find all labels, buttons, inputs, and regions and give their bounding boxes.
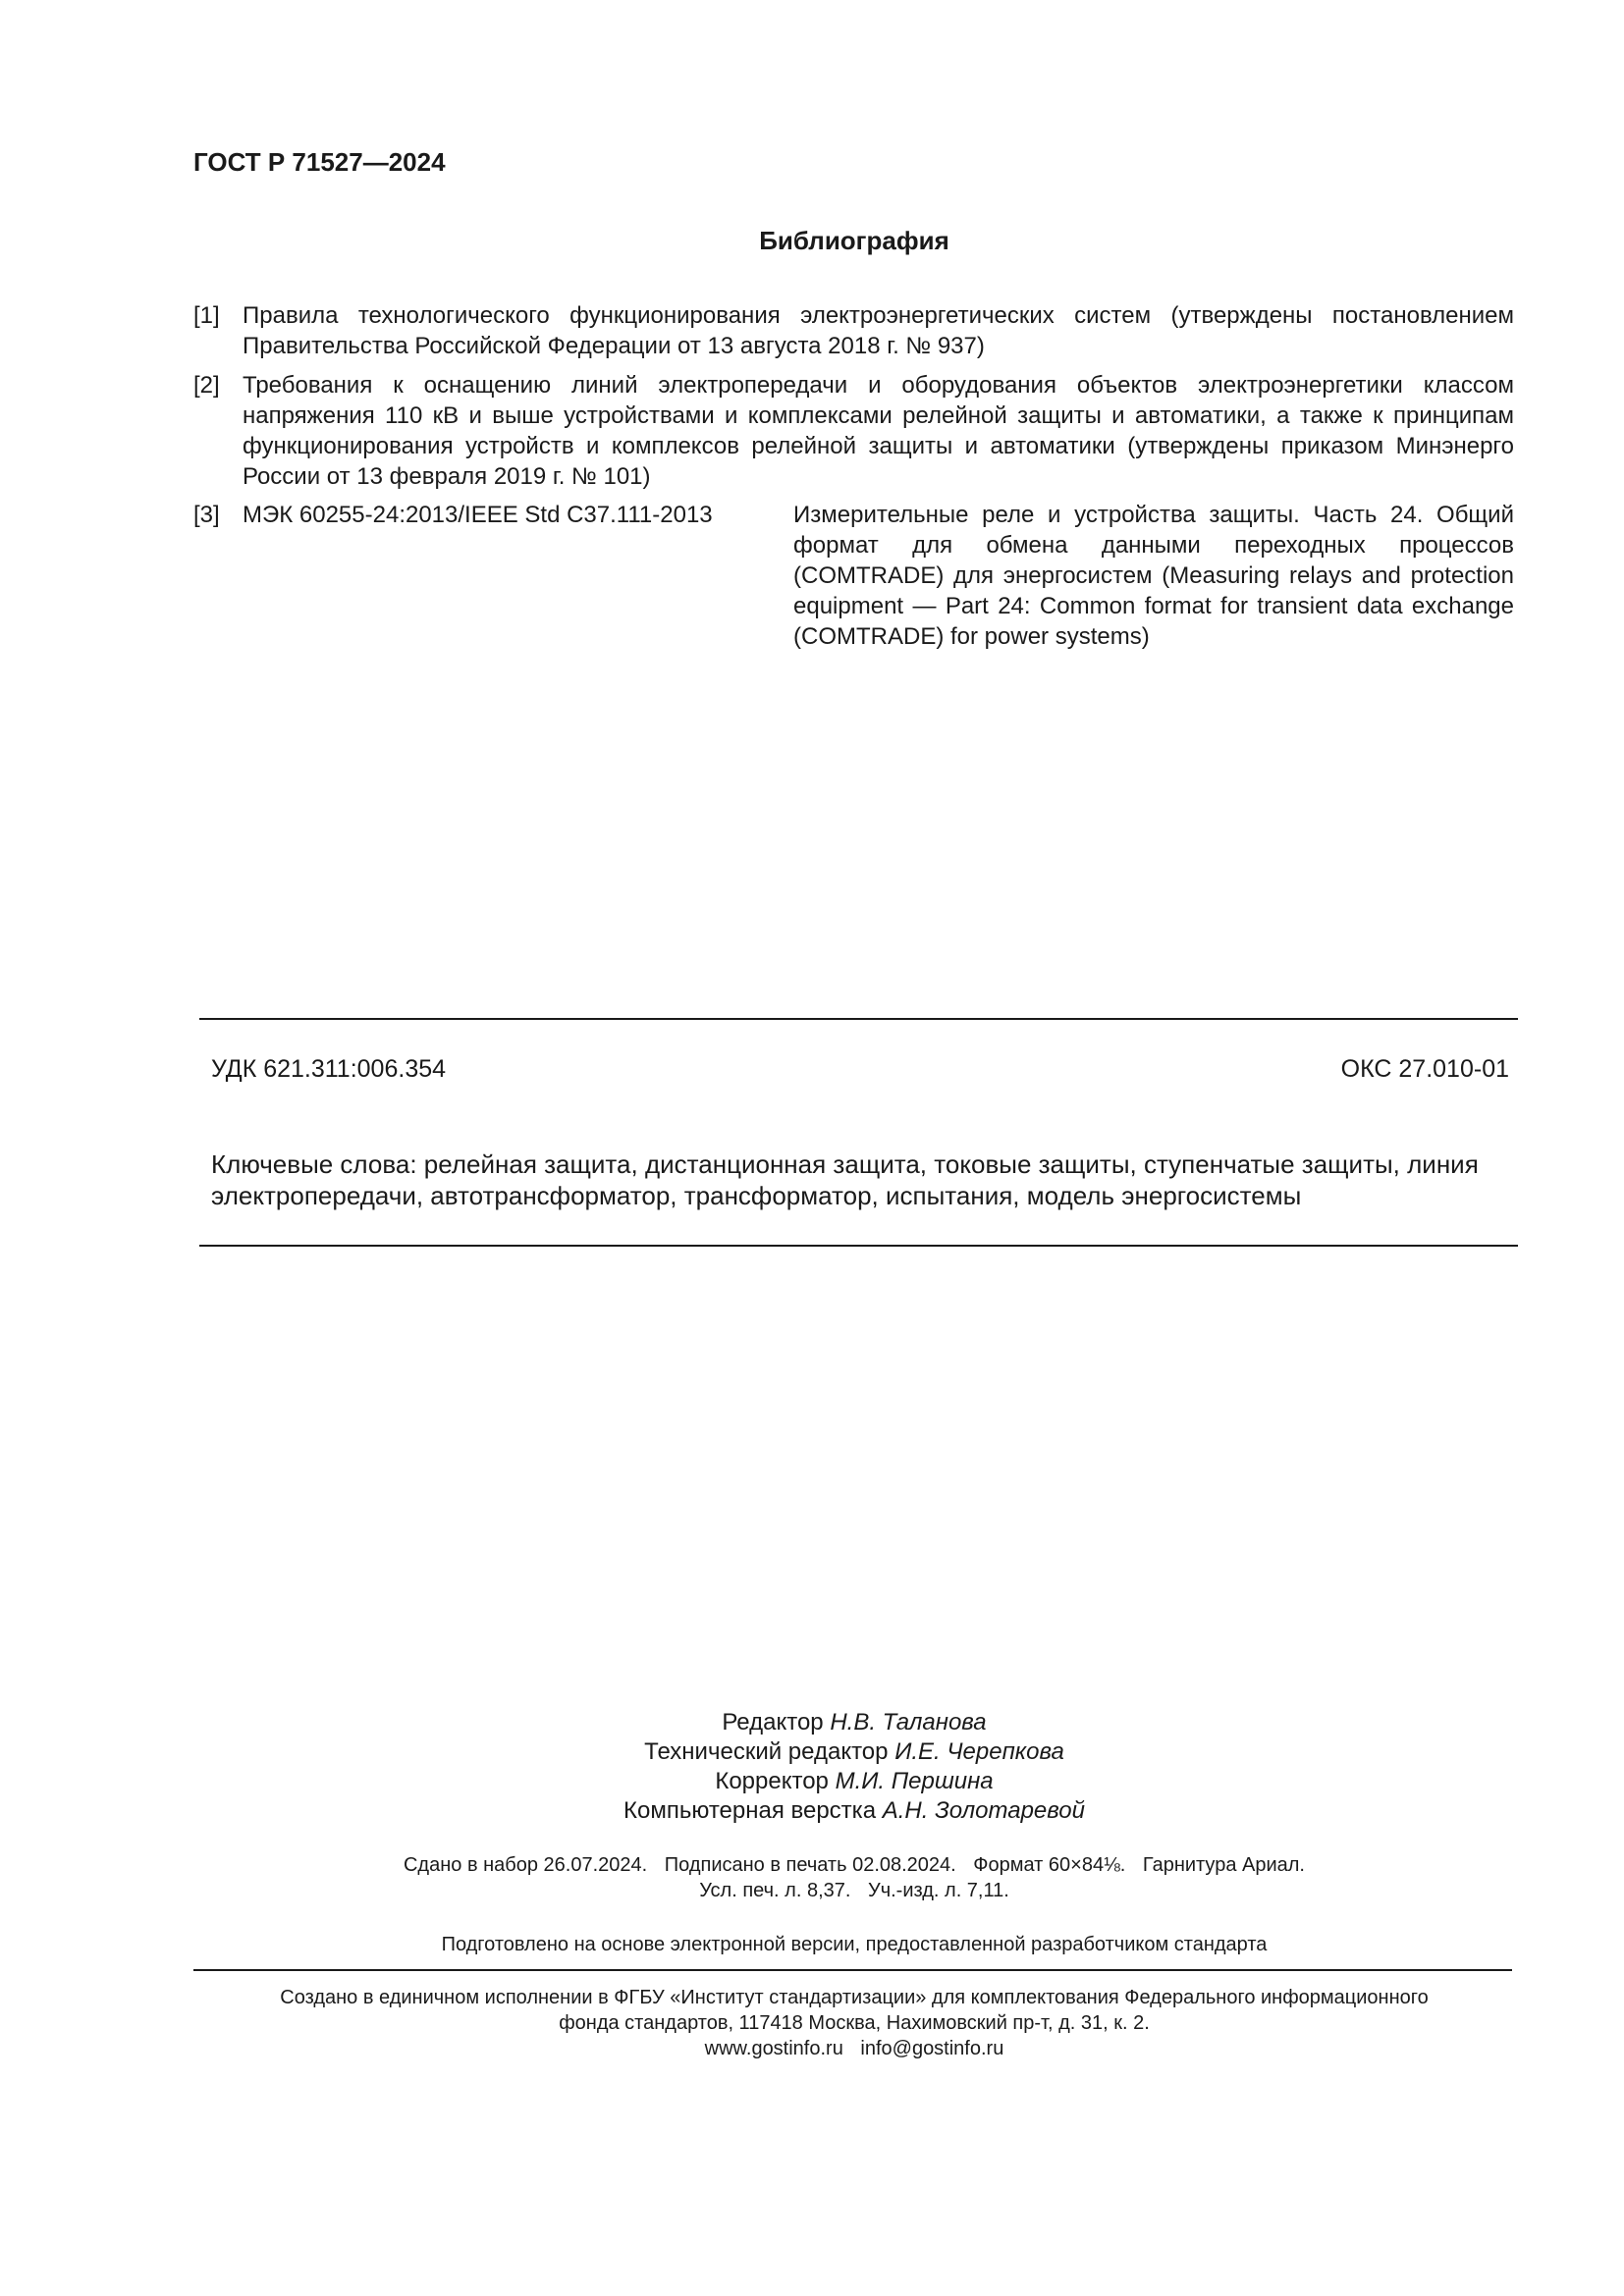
staff-line: Редактор Н.В. Таланова — [722, 1709, 987, 1735]
print-info-line-2: Усл. печ. л. 8,37. Уч.-изд. л. 7,11. — [699, 1880, 1009, 1901]
staff-line: Технический редактор И.Е. Черепкова — [644, 1738, 1064, 1765]
staff-credits — [0, 1708, 1624, 1826]
staff-line: Компьютерная верстка А.Н. Золотаревой — [623, 1797, 1085, 1824]
document-id: ГОСТ Р 71527—2024 — [193, 147, 446, 177]
ref-number: [2] — [193, 372, 220, 399]
publisher-line-1: Создано в единичном исполнении в ФГБУ «Институт стандартизации» для комплектования Федерального информационного — [280, 1987, 1429, 2008]
ref-code: МЭК 60255-24:2013/IEEE Std C37.111-2013 — [243, 502, 713, 528]
publisher-line-2: фонда стандартов, 117418 Москва, Нахимовский пр-т, д. 31, к. 2. — [559, 2012, 1150, 2034]
print-info-line-1: Сдано в набор 26.07.2024. Подписано в печать 02.08.2024. Формат 60×84⅛. Гарнитура Ариал. — [403, 1854, 1305, 1876]
udk-code: УДК 621.311:006.354 — [211, 1055, 447, 1083]
ref-text: Требования к оснащению линий электропередачи и оборудования объектов электроэнергетики классом напряжения 110 кВ и выше устройствами и комплексами релейной защиты и автоматики, а также к принципам функционирования устройств и комплексов релейной защиты и автоматики (утверждены приказом Минэнерго России от 13 февраля 2019 г. № 101) — [243, 372, 1514, 490]
keywords-label: Ключевые слова: — [211, 1149, 417, 1179]
top-divider — [199, 1018, 1518, 1020]
ref-number: [1] — [193, 302, 220, 329]
bottom-divider — [199, 1245, 1518, 1247]
staff-line: Корректор М.И. Першина — [715, 1768, 994, 1794]
website-link[interactable]: www.gostinfo.ru — [704, 2038, 843, 2059]
oks-code: ОКС 27.010-01 — [1340, 1055, 1509, 1083]
bibliography-title: Библиография — [759, 226, 949, 255]
bibliography-entry-3 — [193, 500, 1514, 652]
bibliography-entry-1 — [193, 300, 1514, 361]
ref-text: Измерительные реле и устройства защиты. Часть 24. Общий формат для обмена данными переходных процессов (COMTRADE) для энергосистем (Measuring relays and protection equipment — Part 24: Common format for transient data exchange (COMTRADE) for power systems) — [793, 502, 1514, 650]
email-link[interactable]: info@gostinfo.ru — [860, 2038, 1004, 2059]
bibliography-entry-2 — [193, 370, 1514, 492]
keywords-text: релейная защита, дистанционная защита, токовые защиты, ступенчатые защиты, линия электропередачи, автотрансформатор, трансформатор, испытания, модель энергосистемы — [211, 1149, 1479, 1210]
publisher-divider — [193, 1969, 1512, 1971]
ref-text: Правила технологического функционирования электроэнергетических систем (утверждены постановлением Правительства Российской Федерации от 13 августа 2018 г. № 937) — [243, 302, 1514, 359]
ref-number: [3] — [193, 502, 220, 528]
keywords-block — [211, 1148, 1514, 1211]
publisher-contacts — [0, 2036, 1624, 2061]
prepared-note: Подготовлено на основе электронной версии, предоставленной разработчиком стандарта — [441, 1934, 1268, 1955]
